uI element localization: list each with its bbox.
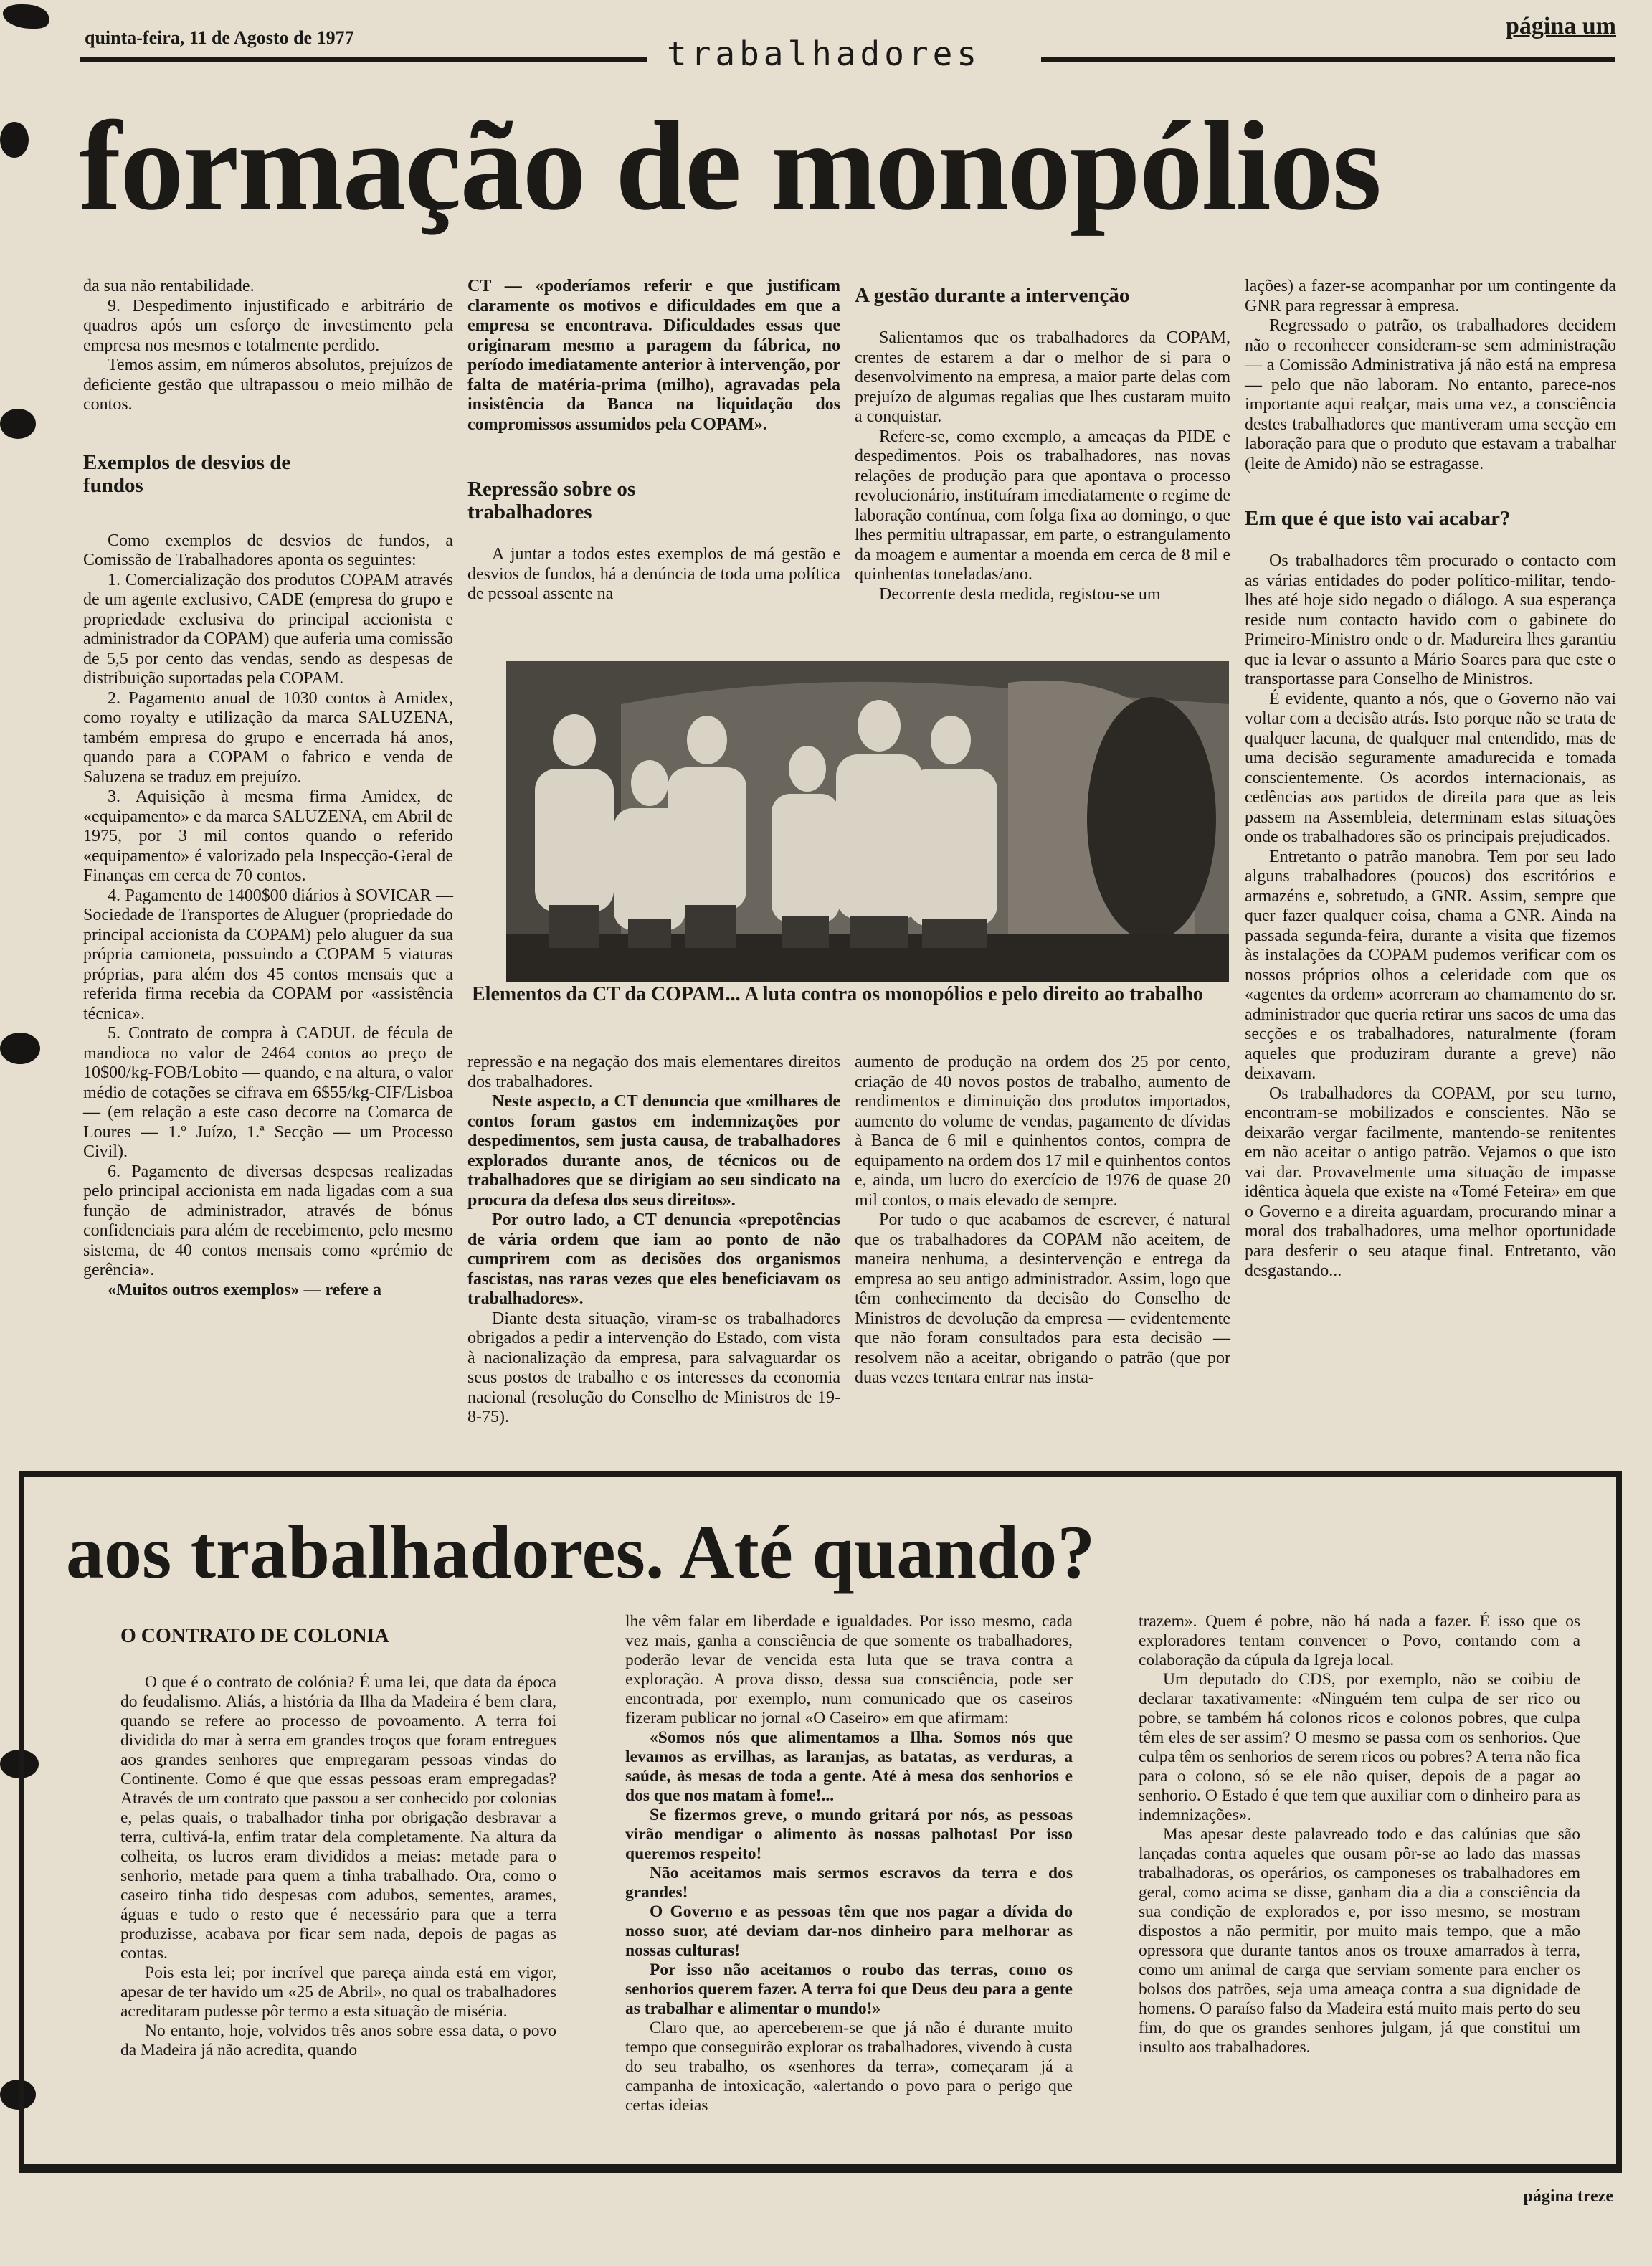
- quote-paragraph: O Governo e as pessoas têm que nos pagar a dívida do nosso suor, até deviam dar-nos dinheiro para melhorar as nossas culturas!: [625, 1902, 1073, 1960]
- paragraph: lações) a fazer-se acompanhar por um contingente da GNR para regressar à empresa.: [1245, 277, 1616, 316]
- paragraph: Regressado o patrão, os trabalhadores decidem não o reconhecer consideram-se sem administração — a Comissão Administrativa já não está na empresa — pelo que não laboram. No entanto, parece-nos importante aqui realçar, mais uma vez, a consciência destes trabalhadores que mantiveram uma secção em laboração para que o produto que estavam a trabalhar (leite de Amido) não se estragasse.: [1245, 316, 1616, 473]
- paragraph: «Muitos outros exemplos» — refere a: [108, 1280, 381, 1299]
- paragraph: A juntar a todos estes exemplos de má gestão e desvios de fundos, há a denúncia de toda uma política de pessoal assente na: [467, 545, 840, 603]
- subheading: A gestão durante a intervenção: [855, 284, 1130, 307]
- subheading: Em que é que isto vai acabar?: [1245, 507, 1511, 530]
- issue-date: quinta-feira, 11 de Agosto de 1977: [85, 27, 354, 48]
- paragraph: Diante desta situação, viram-se os trabalhadores obrigados a pedir a intervenção do Estado, com vista à nacionalização da empresa, para salvaguardar os seus postos de trabalho e os interesses da economia nacional (resolução do Conselho de Ministros de 19-8-75).: [467, 1309, 840, 1426]
- header-rule-left: [80, 57, 647, 62]
- paragraph: Como exemplos de desvios de fundos, a Comissão de Trabalhadores aponta os seguintes:: [83, 531, 453, 569]
- paragraph: Refere-se, como exemplo, a ameaças da PIDE e despedimentos. Pois os trabalhadores, nas novas relações de produção para que apontava o processo revolucionário, instituíram imediatamente o regime de laboração contínua, com folga fixa ao domingo, o que lhes permitiu ultrapassar, em parte, o estrangulamento da moagem e aumentar a moenda em cerca de 8 mil e quinhentas toneladas/ano.: [855, 427, 1230, 584]
- paragraph: Os trabalhadores têm procurado o contacto com as várias entidades do poder político-militar, tendo-lhes até hoje sido negado o diálogo. A sua esperança reside num contacto havido com o gabinete do Primeiro-Ministro onde o dr. Madureira lhes garantiu que ia levar o assunto a Mário Soares para que este o transportasse para Conselho de Ministros.: [1245, 551, 1616, 688]
- paragraph: Um deputado do CDS, por exemplo, não se coibiu de declarar taxativamente: «Ninguém tem culpa de ser rico ou pobre, se também há colonos ricos e colonos pobres, que culpa têm eles de ser assim? O mesmo se passa com os senhorios. Que culpa têm os senhorios de serem ricos ou pobres? A terra não fica para o colono, só se ele não quiser, depois de a pagar ao senhorio. O Estado é que tem que auxiliar com o dinheiro para as indemnizações».: [1139, 1670, 1580, 1824]
- paragraph: Os trabalhadores da COPAM, por seu turno, encontram-se mobilizados e conscientes. Não se deixarão vergar facilmente, mantendo-se renitentes em não aceitar o antigo patrão. Vejamos o que isto vai dar. Provavelmente uma situação de impasse idêntica àquela que existe na «Tomé Feteira» em que o Governo e a direita aguardam, procurando minar a moral dos trabalhadores, uma melhor oportunidade para desferir o seu ataque final. Entretanto, vão desgastando...: [1245, 1084, 1616, 1280]
- quote-paragraph: Se fizermos greve, o mundo gritará por nós, as pessoas virão mendigar o alimento às nossas palhotas! Por isso queremos respeito!: [625, 1806, 1073, 1863]
- paragraph: Claro que, ao aperceberem-se que já não é durante muito tempo que conseguirão explorar os trabalhadores, vivendo à custa do seu trabalho, os «senhores da terra», começaram já a campanha de intoxicação, «alertando o povo para o perigo que certas ideias: [625, 2019, 1073, 2115]
- paragraph: Pois esta lei; por incrível que pareça ainda está em vigor, apesar de ter havido um «25 de Abril», no qual os trabalhadores acreditaram pudesse pôr termo a esta situação de miséria.: [120, 1963, 556, 2021]
- paragraph: Mas apesar deste palavreado todo e das calúnias que são lançadas contra aqueles que ousam pôr-se ao lado das massas trabalhadoras, os operários, os camponeses os trabalhadores em geral, como acima se disse, ganham dia a dia a consciência da sua condição de explorados e, por isso mesmo, se mostram dispostos a não permitir, por muito mais tempo, que a mão opressora que durante tantos anos os trouxe amarrados à terra, como um animal de carga que serviam somente para encher os bolsos dos patrões, seja uma ameaça contra a sua dignidade de homens. O paraíso falso da Madeira está muito mais perto do seu fim, do que os grandes senhores julgam, já que constitui um insulto aos trabalhadores.: [1139, 1825, 1580, 2057]
- page-corner-mark: [3, 4, 49, 29]
- paragraph: 2. Pagamento anual de 1030 contos à Amidex, como royalty e utilização da marca SALUZENA, também empresa do grupo e encerrada há anos, quando para a COPAM o fabrico e venda de Saluzena se traduz em prejuízo.: [83, 688, 453, 787]
- paragraph: Por tudo o que acabamos de escrever, é natural que os trabalhadores da COPAM não aceitem, de maneira nenhuma, a desintervenção e entrega da empresa ao seu antigo administrador. Assim, logo que têm conhecimento da decisão do Conselho de Ministros de devolução da empresa — evidentemente que não foram consultados para esta decisão — resolvem não a aceitar, obrigando o patrão (que por duas vezes tentara entrar nas insta-: [855, 1210, 1230, 1387]
- paragraph: Por outro lado, a CT denuncia «prepotências de vária ordem que iam ao ponto de não cumprirem com as decisões dos organismos fascistas, nas raras vezes que eles beneficiavam os trabalhadores».: [467, 1210, 840, 1308]
- paragraph: 9. Despedimento injustificado e arbitrário de quadros após um esforço de investimento pela empresa nos mesmos e totalmente perdido.: [83, 296, 453, 355]
- binding-hole-mark: [0, 409, 36, 439]
- paragraph: Temos assim, em números absolutos, prejuízos de deficiente gestão que ultrapassou o meio milhão de contos.: [83, 356, 453, 414]
- article-column-1: [83, 277, 453, 1300]
- paragraph: 4. Pagamento de 1400$00 diários à SOVICAR — Sociedade de Transportes de Aluguer (propriedade do principal accionista da COPAM) pelo aluguer da sua própria camioneta, possuindo a COPAM 5 viaturas próprias, para além dos 45 contos mensais que a referida firma recebia da COPAM por «assistência técnica».: [83, 886, 453, 1023]
- headline-top: formação de monopólios: [79, 95, 1381, 237]
- paragraph: O que é o contrato de colónia? É uma lei, que data da época do feudalismo. Aliás, a história da Ilha da Madeira é bem clara, quando se refere ao processo de povoamento. A terra foi dividida do mar à serra em grandes troços que foram entregues aos grandes senhores que empregaram pessoas vindas do Continente. Como é que que essas pessoas eram empregadas? Através de um contrato que passou a ser conhecido por colonias e, pelas quais, o trabalhador tinha por obrigação desbravar a terra, cultivá-la, enfim tratar dela completamente. Na altura da colheita, os lucros eram divididos a meias: metade para o senhorio, metade para quem a tinha trabalhado. Ora, como o caseiro tinha tido despesas com adubos, sementes, arames, águas e tudo o resto que é necessário para que a terra produzisse, acabava por ficar sem nada, depois de pagas as contas.: [120, 1673, 556, 1963]
- paragraph: aumento de produção na ordem dos 25 por cento, criação de 40 novos postos de trabalho, aumento de rendimentos e diminuição dos produtos importados, aumento do volume de vendas, pagamento de dívidas à Banca de 6 mil e quinhentos contos, compra de equipamento na ordem dos 17 mil e quinhentos contos e, ainda, um lucro do exercício de 1976 de quase 20 mil contos, o mais elevado de sempre.: [855, 1053, 1230, 1210]
- paragraph: da sua não rentabilidade.: [83, 277, 255, 295]
- bottom-column-2: [625, 1612, 1073, 2115]
- quote-paragraph: Não aceitamos mais sermos escravos da terra e dos grandes!: [625, 1864, 1073, 1902]
- article-column-2-continued: [467, 1053, 840, 1428]
- paragraph: Neste aspecto, a CT denuncia que «milhares de contos foram gastos em indemnizações por despedimentos, sem justa causa, de trabalhadores explorados durante anos, de técnicos ou de trabalhadores que se dirigiam ao seu sindicato na procura da defesa dos seus direitos».: [467, 1092, 840, 1210]
- bottom-column-1: [120, 1626, 556, 2060]
- paragraph: 5. Contrato de compra à CADUL de fécula de mandioca no valor de 2464 contos ao preço de 10$00/kg-FOB/Lobito — quando, e na altura, o valor médio de cotações se cifrava em 6$55/kg-CIF/Lisboa — (em relação a este caso decorre na Comarca de Loures — 1.º Juízo, 1.ª Secção — um Processo Civil).: [83, 1024, 453, 1161]
- article-column-4: [1245, 277, 1616, 1281]
- article-column-3-continued: [855, 1053, 1230, 1388]
- article-column-2: [467, 277, 840, 605]
- quote-paragraph: «Somos nós que alimentamos a Ilha. Somos nós que levamos as ervilhas, as laranjas, as batatas, as verduras, a saúde, às mesas de toda a gente. Até à mesa dos senhorios e dos que nos matam à fome!...: [625, 1728, 1073, 1805]
- paragraph: Decorrente desta medida, registou-se um: [879, 584, 1161, 604]
- paragraph: É evidente, quanto a nós, que o Governo não vai voltar com a decisão atrás. Isto porque não se trata de qualquer lacuna, de qualquer mal entendido, mas de uma decisão seguramente amadurecida e tomada conscientemente. Os acordos internacionais, as cedências aos partidos de direita para que as leis passem na Assembleia, determinam estas situações onde os trabalhadores são os principais prejudicados.: [1245, 689, 1616, 846]
- bottom-column-3: [1139, 1612, 1580, 2057]
- section-name: trabalhadores: [667, 34, 982, 73]
- paragraph: Salientamos que os trabalhadores da COPAM, crentes de estarem a dar o melhor de si para o desenvolvimento na empresa, a maior parte delas com prejuízo de algumas regalias que lhes custaram muito a conquistar.: [855, 328, 1230, 426]
- photo-caption: Elementos da CT da COPAM... A luta contra os monopólios e pelo direito ao trabalho: [472, 983, 1203, 1005]
- paragraph: CT — «poderíamos referir e que justificam claramente os motivos e dificuldades em que a empresa se encontrava. Dificuldades essas que originaram mesmo a paragem da fábrica, no período imediatamente anterior à intervenção, por falta de matéria-prima (milho), agravadas pela insistência da Banca na liquidação dos compromissos assumidos pela COPAM».: [467, 277, 840, 434]
- subheading: O CONTRATO DE COLONIA: [120, 1625, 389, 1647]
- paragraph: 3. Aquisição à mesma firma Amidex, de «equipamento» e da marca SALUZENA, em Abril de 1975, por 3 mil contos quando o referido «equipamento» é valorizado pela Inspecção-Geral de Finanças em cerca de 70 contos.: [83, 787, 453, 885]
- paragraph: 1. Comercialização dos produtos COPAM através de um agente exclusivo, CADE (empresa do grupo e propriedade exclusiva do principal accionista e administrador da COPAM) que auferia uma comissão de 5,5 por cento das vendas, sendo as despesas de distribuição suportadas pela COPAM.: [83, 570, 453, 688]
- binding-hole-mark: [0, 122, 29, 158]
- article-column-3: [855, 277, 1230, 605]
- subheading: Exemplos de desvios de fundos: [83, 450, 291, 497]
- paragraph: trazem». Quem é pobre, não há nada a fazer. É isso que os exploradores tentam convencer o Povo, contando com a colaboração da cúpula da Igreja local.: [1139, 1612, 1580, 1669]
- header-rule-right: [1041, 57, 1615, 62]
- paragraph: 6. Pagamento de diversas despesas realizadas pelo principal accionista em nada ligadas com a sua função de administrador, através de bónus confidenciais para além de recebimento, pelo mesmo sistema, de 40 contos mensais como «prémio de gerência».: [83, 1162, 453, 1279]
- news-photo: [506, 661, 1229, 982]
- paragraph: Entretanto o patrão manobra. Tem por seu lado alguns trabalhadores (poucos) dos escritórios e armazéns e, sobretudo, a GNR. Assim, sempre que quer fazer qualquer coisa, chama a GNR. Ainda na passada segunda-feira, durante a visita que fizemos às instalações da COPAM pudemos verificar com os nossos próprios olhos a celeridade com que os «agentes da ordem» acorreram ao chamamento do sr. administrador que queria retirar uns sacos de uma das secções e os trabalhadores, naturalmente (foram aqueles que produziram durante a greve) não deixavam.: [1245, 847, 1616, 1083]
- page-label-top: página um: [1506, 13, 1616, 39]
- paragraph: lhe vêm falar em liberdade e igualdades. Por isso mesmo, cada vez mais, ganha a consciência de que somente os trabalhadores, poderão levar de vencida esta luta que se trava contra a exploração. A prova disso, dessa sua consciência, pode ser encontrada, por exemplo, num comunicado que os caseiros fizeram publicar no jornal «O Caseiro» em que afirmam:: [625, 1612, 1073, 1727]
- paragraph: repressão e na negação dos mais elementares direitos dos trabalhadores.: [467, 1053, 840, 1091]
- paragraph: No entanto, hoje, volvidos três anos sobre essa data, o povo da Madeira já não acredita, quando: [120, 2021, 556, 2059]
- headline-bottom: aos trabalhadores. Até quando?: [66, 1510, 1096, 1594]
- quote-paragraph: Por isso não aceitamos o roubo das terras, como os senhorios querem fazer. A terra foi que Deus deu para a gente as trabalhar e alimentar o mundo!»: [625, 1961, 1073, 2018]
- subheading: Repressão sobre os trabalhadores: [467, 478, 636, 523]
- binding-hole-mark: [0, 1033, 40, 1064]
- page-label-bottom: página treze: [1523, 2187, 1613, 2206]
